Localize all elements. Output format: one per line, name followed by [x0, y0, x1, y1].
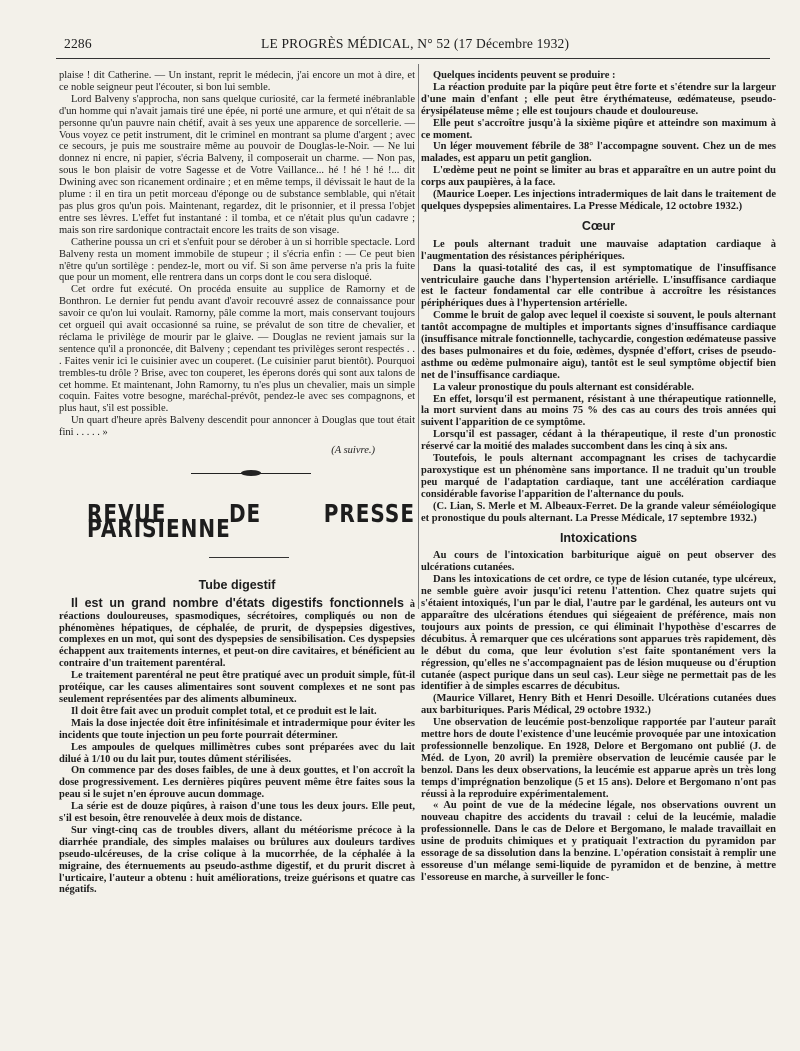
- coeur-citation: (C. Lian, S. Merle et M. Albeaux-Ferret. De la grande valeur séméiologique et pronostique du pouls alternant. La Presse Médicale, 17 septembre 1932.): [421, 500, 776, 524]
- incidents-paragraph: Elle peut s'accroître jusqu'à la sixième piqûre et atteindre son maximum à ce moment.: [421, 117, 776, 141]
- revue-title: REVUE DE PRESSE PARISIENNE: [87, 498, 415, 544]
- tube-paragraph: Le traitement parentéral ne peut être pratiqué avec un produit simple, fût-il protéique, car les causes alimentaires sont souvent complexes et ne sont pas seulement représentées par des aliments albumineux.: [59, 670, 415, 705]
- intox-paragraph: « Au point de vue de la médecine légale, nos observations ouvrent un nouveau chapitre des accidents du travail : celui de la leucémie, maladie professionnelle. Dans le cas de Delore et Bergomano, le malade travaillait en usine de produits chimiques et y pratiquait l'extraction du pyramidon par essorage de sa dissolution dans la benzine. L'opération consistait à remplir une essoreuse d'un mélange semi-liquide de pyramidon et de benzine, à mettre l'essoreuse en marche, à surveiller le fonc-: [421, 800, 776, 883]
- section-heading-coeur: Cœur: [581, 218, 616, 233]
- section-heading-intoxications: Intoxications: [559, 530, 638, 545]
- story-paragraph: Cet ordre fut exécuté. On procéda ensuite au supplice de Ramorny et de Bonthron. Le dernier fut pendu avant d'avoir recouvré assez de connaissance pour savoir ce qu'on lui voulait. Ramorny, pâle comme la mort, mais conservant toujours cet orgueil qui avait occasionné sa ruine, se prévalut de son titre de chevalier, et réclama le privilège de mourir par le glaive. — Douglas ne revient jamais sur la sentence qu'il a prononcée, dit Balveny ; cependant tes privilèges seront respectés . . . Faites venir ici le cuisinier avec un couperet. (Le cuisinier parut bientôt). Pourquoi trembles-tu drôle ? Brise, avec ton couperet, les éperons dorés qui sont aux talons de cet homme. Et maintenant, John Ramorny, tu n'es plus un chevalier, mais un simple coquin. Faites votre besogne, maréchal-prévôt, pendez-le avec ses compagnons, et plus haut, s'il est possible.: [59, 284, 415, 415]
- incidents-paragraph: Un léger mouvement fébrile de 38° l'accompagne souvent. Chez un de mes malades, est apparu un petit ganglion.: [421, 141, 776, 165]
- page-number: 2286: [64, 36, 92, 51]
- tube-paragraph: Les ampoules de quelques millimètres cubes sont préparées avec du lait dilué à 1/10 ou du lait pur, toutes dûment stérilisées.: [59, 741, 415, 765]
- coeur-paragraph: Toutefois, le pouls alternant accompagnant les crises de tachycardie paroxystique est un phénomène sans importance. Il ne traduit qu'un trouble peu marqué de l'adaptation cardiaque, tant une accélération cardiaque considérable favorise l'apparition de l'alternance du pouls.: [421, 453, 776, 500]
- running-title: LE PROGRÈS MÉDICAL, N° 52 (17 Décembre 1932): [261, 36, 570, 51]
- incidents-citation: (Maurice Loeper. Les injections intradermiques de lait dans le traitement de quelques dyspepsies alimentaires. La Presse Médicale, 12 octobre 1932.): [421, 189, 776, 212]
- coeur-paragraph: Le pouls alternant traduit une mauvaise adaptation cardiaque à l'augmentation des résistances périphériques.: [421, 238, 776, 262]
- story-paragraph: Catherine poussa un cri et s'enfuit pour se dérober à un si horrible spectacle. Lord Balveny resta un moment immobile de stupeur ; il s'écria enfin : — Ce peut bien n'être qu'un sortilège : pendez-le, mort ou vif. Si son âme perverse n'a pris la fuite que pour un moment, elle rentrera dans un corps dont le cou sera disloqué.: [59, 236, 415, 284]
- incidents-paragraph: L'œdème peut ne point se limiter au bras et apparaître en un autre point du corps aux paupières, à la face.: [421, 165, 776, 189]
- column-divider: [418, 64, 419, 609]
- story-paragraph: plaise ! dit Catherine. — Un instant, reprit le médecin, j'ai encore un mot à dire, et ce noble seigneur peut l'écouter, si bon lui semble.: [59, 70, 415, 93]
- page-header: [56, 36, 760, 58]
- right-column: [421, 70, 776, 884]
- incidents-paragraph: Quelques incidents peuvent se produire :: [433, 70, 616, 81]
- coeur-paragraph: Dans la quasi-totalité des cas, il est symptomatique de l'insuffisance ventriculaire gauche dans l'hypertension artérielle. L'insuffisance cardiaque est le facteur fondamental car elle contribue à accroître les résistances périphériques dues à l'hypertension artérielle.: [421, 262, 776, 310]
- header-rule: [56, 58, 770, 59]
- incidents-paragraph: La réaction produite par la piqûre peut être forte et s'étendre sur la largeur d'une main d'enfant ; elle peut être érythémateuse, œdémateuse, pseudo-érysipélateuse même ; elle est toujours chaude et douloureuse.: [421, 81, 776, 117]
- title-rule: [209, 557, 289, 558]
- tube-paragraph: On commence par des doses faibles, de une à deux gouttes, et l'on accroît la dose progressivement. Les dernières piqûres peuvent même être faites sous la peau si le sujet n'en éprouve aucun dommage.: [59, 765, 415, 801]
- tube-paragraph: Il doit être fait avec un produit complet total, et ce produit est le lait.: [71, 705, 377, 717]
- intox-citation: (Maurice Villaret, Henry Bith et Henri Desoille. Ulcérations cutanées dues aux barbituriques. Paris Médical, 29 octobre 1932.): [421, 693, 776, 717]
- section-heading-tube-digestif: Tube digestif: [198, 577, 276, 592]
- tube-lead: Il est un grand nombre d'états digestifs fonctionnels: [71, 595, 404, 610]
- tube-paragraph: Sur vingt-cinq cas de troubles divers, allant du météorisme précoce à la diarrhée prandiale, des simples malaises ou brûlures aux douleurs tardives pseudo-ulcéreuses, de la crise colique à la mucorrhée, de la céphalée à la migraine, des éternuements au pseudo-asthme digestif, et du prurit discret à l'urticaire, l'auteur a obtenu : huit améliorations, treize guérisons et quatre cas négatifs.: [59, 824, 415, 896]
- intox-paragraph: Au cours de l'intoxication barbiturique aiguë on peut observer des ulcérations cutanées.: [421, 550, 776, 574]
- intox-paragraph: Dans les intoxications de cet ordre, ce type de lésion cutanée, type ulcéreux, ne semble guère avoir jusqu'ici retenu l'attention. Chez quatre sujets qui s'étaient intoxiqués, l'un par le dial, l'autre par le gardénal, les auteurs ont vu apparaître des ulcérations étendues qui siégeaient de préférence, mais non toujours aux points de pression, ce qui éliminait l'hypothèse d'escarres de décubitus. À remarquer que ces ulcérations sont apparues très rapidement, dès le début du coma, que leur évolution s'est faite spontanément vers la régression, qu'elles ne s'accompagnaient pas de lésion muqueuse ou d'éruption cutanée (aspect purique dans un seul cas). Leur siège ne permettait pas de les identifier à de simples escarres de décubitus.: [421, 574, 776, 693]
- coeur-paragraph: Lorsqu'il est passager, cédant à la thérapeutique, il reste d'un pronostic réservé car la moitié des malades succombent dans les cinq à six ans.: [421, 429, 776, 453]
- coeur-paragraph: Comme le bruit de galop avec lequel il coexiste si souvent, le pouls alternant tantôt accompagne de multiples et importants signes d'insuffisance cardiaque (insuffisance mitrale fonctionnelle, tachycardie, congestion œdémateuse passive des bases pulmonaires et du foie, œdèmes, dyspnée d'effort, crises de pseudo-asthme ou œdème pulmonaire aigu), tantôt est le seul symptôme objectif bien net de l'insuffisance cardiaque.: [421, 310, 776, 381]
- tube-paragraph: La série est de douze piqûres, à raison d'une tous les deux jours. Elle peut, s'il est besoin, être renouvelée à deux mois de distance.: [59, 801, 415, 825]
- story-paragraph: Un quart d'heure après Balveny descendit pour annoncer à Douglas que tout était fini . . . . . »: [59, 415, 415, 439]
- left-column: [59, 70, 415, 896]
- tube-paragraph: à réactions douloureuses, spasmodiques, sécrétoires, compliqués ou non de phénomènes hépatiques, de céphalée, de prurit, de dyspepsies digestives, complexes en un mot, qui sont des dyspepsies de sensibilisation. Ces dyspepsies échappent aux traitements internes, et peut-on dire cavitaires, et bénéficient au contraire d'un traitement parentéral.: [59, 598, 415, 670]
- tube-paragraph: Mais la dose injectée doit être infinitésimale et intradermique pour éviter les incidents que toute injection un peu forte pourrait déterminer.: [59, 717, 415, 741]
- coeur-paragraph: En effet, lorsqu'il est permanent, résistant à une thérapeutique rationnelle, la mort survient dans au moins 75 % des cas au cours des trois années qui suivent l'apparition de ce symptôme.: [421, 393, 776, 429]
- intox-paragraph: Une observation de leucémie post-benzolique rapportée par l'auteur paraît mettre hors de doute l'existence d'une leucémie provoquée par une intoxication professionnelle benzolique. En 1928, Delore et Bergomano ont publié (J. de Méd. de Lyon, 20 avril) la première observation de leucémie causée par le benzol. Dans les deux observations, la leucémie est apparue après un très long temps d'imprégnation benzolique (5 et 15 ans). Delore et Bergomano n'ont pas réussi à la reproduire expérimentalement.: [421, 717, 776, 800]
- coeur-paragraph: La valeur pronostique du pouls alternant est considérable.: [433, 381, 694, 393]
- ornamental-separator: [191, 469, 311, 479]
- story-paragraph: Lord Balveny s'approcha, non sans quelque curiosité, car la fermeté inébranlable d'un homme qui n'avait jamais tiré une épée, ni porté une armure, et qui n'était de sa personne qu'un pauvre nain chétif, avait à ses yeux une apparence de sorcellerie. — Vous voyez ce petit instrument, dit le criminel en montrant sa plume d'argent ; avec ce secours, je puis me soustraire même au pouvoir de Douglas-le-Noir. — Ne lui donnez ni encre, ni papier, s'écria Balveny, il composerait un charme. — Non pas, sous le bon plaisir de votre Sagesse et de Votre Vaillance... hé ! hé ! hé !... dit Dwining avec son ricanement ordinaire ; et en même temps, il dévissait le haut de la plume : il en tira un petit morceau d'éponge ou de substance semblable, qui n'était pas plus gros qu'un pois. Maintenant, regardez, dit le prisonnier, et il pressa l'objet entre ses lèvres. L'effet fut instantané : il tomba, et ce n'était plus qu'un cadavre ; mais son rire sardonique contractait encore les traits de son visage.: [59, 93, 415, 236]
- a-suivre: (A suivre.): [331, 445, 375, 457]
